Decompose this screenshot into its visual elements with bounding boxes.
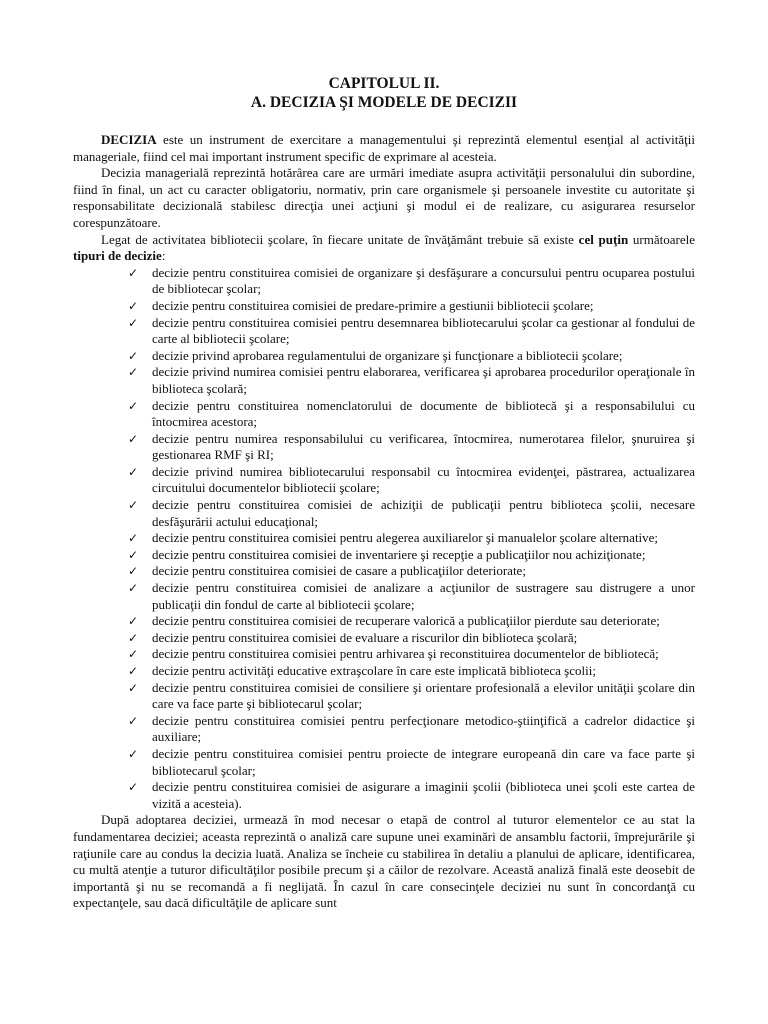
checkmark-icon: ✓	[128, 464, 139, 479]
decision-type-item	[128, 779, 695, 812]
decision-type-text: decizie pentru constituirea comisiei de inventariere şi recepţie a publicaţiilor nou achiziţionate;	[152, 546, 646, 562]
decision-type-item	[128, 663, 695, 680]
decision-type-item	[128, 463, 695, 497]
decision-type-item	[128, 264, 695, 298]
decision-type-item	[128, 629, 695, 647]
decision-type-item	[128, 679, 695, 713]
checkmark-icon: ✓	[128, 680, 139, 695]
checkmark-icon: ✓	[128, 614, 139, 629]
decision-type-text: decizie privind aprobarea regulamentului de organizare şi funcţionare a bibliotecii şcolare;	[152, 347, 623, 363]
decision-type-text: decizie pentru constituirea comisiei de recuperare valorică a publicaţiilor pierdute sau deteriorate;	[152, 613, 660, 629]
decision-type-text: decizie pentru constituirea nomenclatorului de documente de bibliotecă şi a responsabilului cu întocmirea acestora;	[152, 397, 695, 430]
decision-type-text: decizie pentru numirea responsabilului cu verificarea, întocmirea, numerotarea filelor, şnuruirea şi gestionarea RMF şi RI;	[152, 430, 695, 463]
checkmark-icon: ✓	[128, 265, 139, 280]
decision-type-item	[128, 364, 695, 397]
checkmark-icon: ✓	[128, 348, 139, 363]
decision-type-text: decizie pentru constituirea comisiei pentru proiecte de integrare europeană din care va face parte şi bibliotecarul şcolar;	[152, 745, 695, 778]
checkmark-icon: ✓	[128, 713, 139, 728]
decision-type-text: decizie pentru constituirea comisiei pentru perfecţionare metodico-ştiinţifică a cadrelor didactice şi auxiliare;	[152, 712, 695, 745]
types-intro-emphasis-2: tipuri de decizie	[73, 248, 162, 264]
intro-paragraph	[73, 132, 695, 165]
section-title: A. DECIZIA ŞI MODELE DE DECIZII	[250, 94, 518, 111]
decision-type-item	[128, 314, 695, 348]
decision-type-item	[128, 430, 695, 464]
decision-type-text: decizie pentru constituirea comisiei pentru alegerea auxiliarelor şi manualelor şcolare alternative;	[152, 530, 659, 546]
decision-type-item	[128, 530, 695, 547]
checkmark-icon: ✓	[128, 630, 139, 645]
decision-type-text: decizie pentru constituirea comisiei de consiliere şi orientare profesională a elevilor unităţii şcolare din care va face parte şi bibliotecarul şcolar;	[152, 679, 695, 712]
intro-lead-text: este un instrument de exercitare a managementului şi reprezintă elementul esenţial al activităţii manageriale, fiind cel mai important instrument specific de exprimare al acesteia.	[73, 132, 695, 164]
chapter-heading: CAPITOLUL II.	[328, 75, 440, 92]
decision-type-item	[128, 297, 695, 315]
intro-lead-term: DECIZIA	[101, 132, 157, 147]
decision-type-text: decizie pentru constituirea comisiei de predare-primire a gestiunii bibliotecii şcolare;	[152, 297, 594, 313]
checkmark-icon: ✓	[128, 315, 139, 330]
types-intro-end: :	[161, 248, 166, 264]
decision-type-item	[128, 613, 695, 630]
checkmark-icon: ✓	[128, 298, 139, 313]
decision-type-text: decizie pentru constituirea comisiei pentru arhivarea şi reconstituirea documentelor de bibliotecă;	[152, 646, 659, 662]
checkmark-icon: ✓	[128, 365, 139, 380]
closing-paragraph: După adoptarea deciziei, urmează în mod necesar o etapă de control al tuturor elementelor ce au stat la fundamentarea deciziei; aceasta reprezintă o analiză care supune unei examinări de ansamblu factorii, împrejurările şi raţiunile care au condus la decizia luată. Analiza se încheie cu stabilirea în detaliu a planului de aplicare, identificarea, cu multă atenţie a tuturor dificultăţilor posibile precum şi a căilor de rezolvare. Această analiză finală este deosebit de importantă şi nu se recomandă a fi neglijată. În cazul în care consecinţele deciziei nu sunt în concordanţă cu expectanţele, sau dacă dificultăţile de aplicare sunt	[73, 812, 695, 911]
types-intro-mid: următoarele	[628, 231, 695, 247]
decision-type-text: decizie pentru constituirea comisiei de asigurare a imaginii şcolii (biblioteca unei şcoli este cartea de vizită a acesteia).	[152, 779, 695, 811]
checkmark-icon: ✓	[128, 431, 139, 446]
checkmark-icon: ✓	[128, 498, 139, 513]
decision-type-text: decizie pentru constituirea comisiei de organizare şi desfăşurare a concursului pentru ocuparea postului de bibliotecar şcolar;	[152, 264, 695, 297]
decision-type-text: decizie pentru constituirea comisiei de analizare a acţiunilor de sustragere sau distrugere a unor publicaţii din fondul de carte al bibliotecii şcolare;	[152, 580, 695, 612]
decision-type-item	[128, 563, 695, 580]
types-intro-emphasis-1: cel puţin	[578, 231, 629, 247]
decision-type-text: decizie privind numirea comisiei pentru elaborarea, verificarea şi aprobarea procedurilor operaţionale în biblioteca şcolară;	[152, 364, 695, 396]
checkmark-icon: ✓	[128, 647, 139, 662]
decision-type-item	[128, 745, 695, 779]
decision-type-item	[128, 397, 695, 431]
decision-type-item	[128, 497, 695, 530]
decision-type-item	[128, 580, 695, 613]
decision-type-item	[128, 347, 695, 365]
decision-type-text: decizie pentru constituirea comisiei de evaluare a riscurilor din biblioteca şcolară;	[152, 629, 578, 645]
checkmark-icon: ✓	[128, 398, 139, 413]
decision-type-item	[128, 646, 695, 663]
checkmark-icon: ✓	[128, 746, 139, 761]
decision-type-text: decizie pentru constituirea comisiei pentru desemnarea bibliotecarului şcolar ca gestionar al fondului de carte al bibliotecii şcolare;	[152, 314, 695, 347]
decision-type-text: decizie pentru constituirea comisiei de casare a publicaţiilor deteriorate;	[152, 563, 526, 579]
decision-type-text: decizie pentru constituirea comisiei de achiziţii de publicaţii pentru biblioteca şcolii, necesare desfăşurării actului educaţional;	[152, 497, 695, 529]
definition-paragraph: Decizia managerială reprezintă hotărârea care are urmări imediate asupra activităţii personalului din subordine, fiind în final, un act cu caracter obligatoriu, normativ, prin care organismele şi persoanele investite cu autoritate şi responsabilitate decizională stabilesc direcţia unei acţiuni şi modul ei de realizare, cu asigurarea resurselor corespunzătoare.	[73, 165, 695, 230]
decision-type-item	[128, 712, 695, 746]
types-intro-paragraph	[73, 232, 695, 265]
checkmark-icon: ✓	[128, 581, 139, 596]
checkmark-icon: ✓	[128, 664, 139, 678]
decision-type-item	[128, 546, 695, 564]
decision-type-text: decizie pentru activităţi educative extraşcolare în care este implicată biblioteca şcolii;	[152, 663, 596, 678]
checkmark-icon: ✓	[128, 531, 139, 546]
types-intro-start: Legat de activitatea bibliotecii şcolare, în fiecare unitate de învăţământ trebuie să existe	[101, 231, 579, 247]
checkmark-icon: ✓	[128, 564, 139, 579]
decision-types-list	[73, 265, 695, 813]
checkmark-icon: ✓	[128, 547, 139, 562]
checkmark-icon: ✓	[128, 780, 139, 795]
decision-type-text: decizie privind numirea bibliotecarului responsabil cu întocmirea evidenţei, păstrarea, actualizarea circuitului documentelor bibliotecii şcolare;	[152, 463, 695, 496]
